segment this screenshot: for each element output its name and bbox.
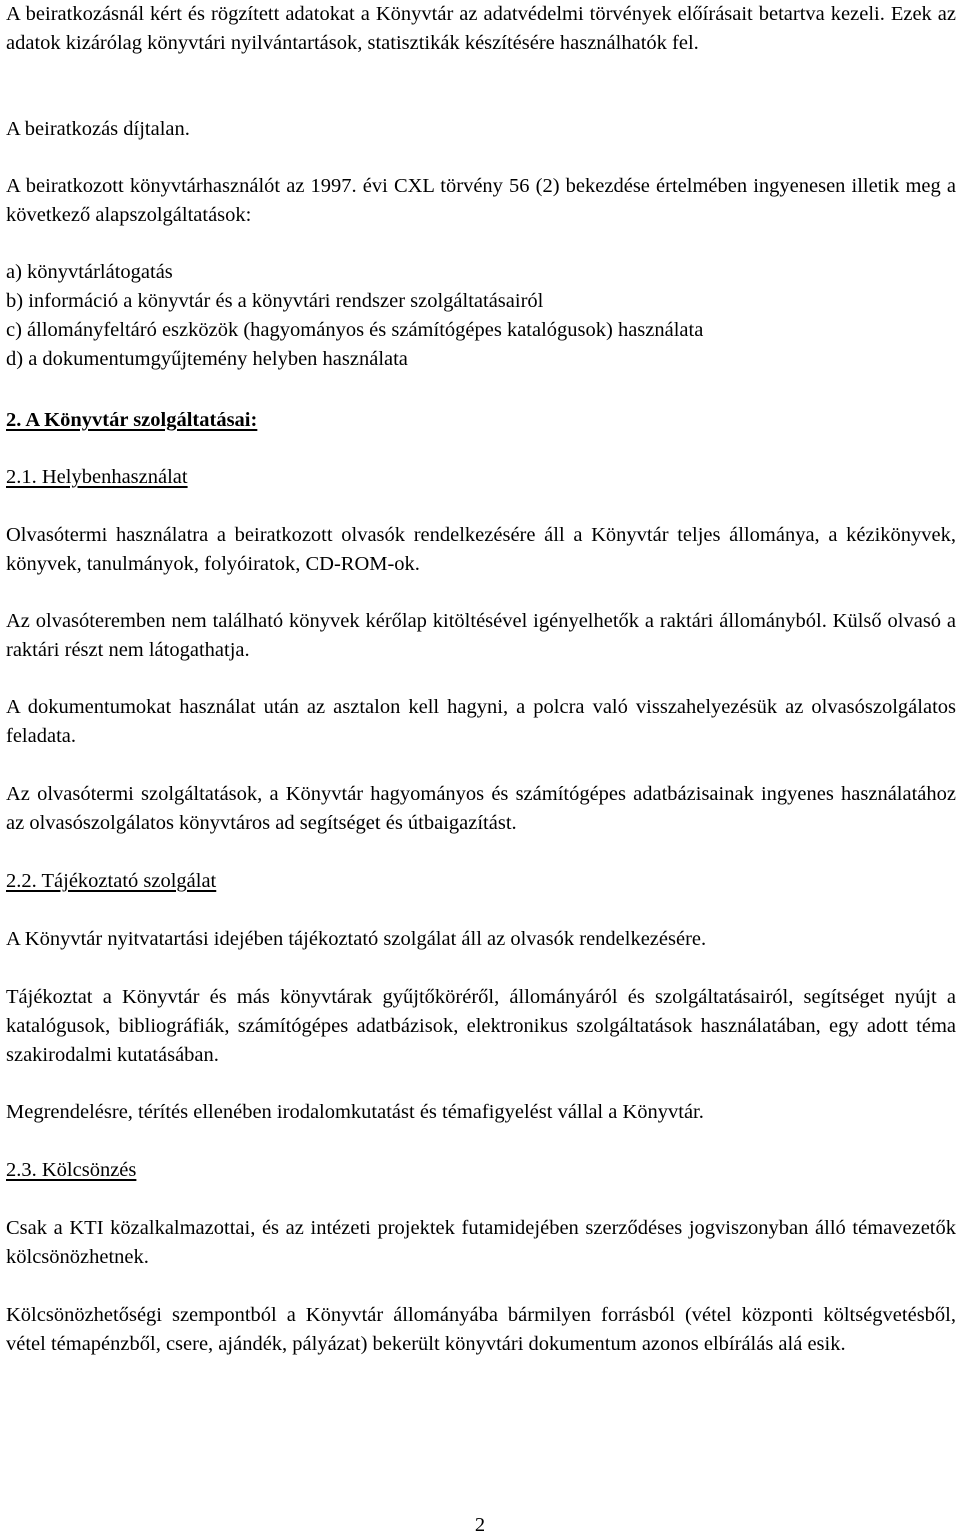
law-paragraph: A beiratkozott könyvtárhasználót az 1997. évi CXL törvény 56 (2) bekezdése értelmében ingyenesen illetik meg a következő alapszolgáltatások: bbox=[6, 175, 956, 226]
subsection-heading-2-3: 2.3. Kölcsönzés bbox=[6, 1159, 137, 1181]
paragraph-reading-room: Olvasótermi használatra a beiratkozott olvasók rendelkezésére áll a Könyvtár teljes állománya, a kézikönyvek, könyvek, tanulmányok, folyóiratok, CD-ROM-ok. bbox=[6, 524, 956, 575]
list-item: c) állományfeltáró eszközök (hagyományos és számítógépes katalógusok) használata bbox=[6, 319, 704, 341]
paragraph-information-details: Tájékoztat a Könyvtár és más könyvtárak gyűjtőköréről, állományáról és szolgáltatásairól, segítséget nyújt a katalógusok, bibliográfiák, számítógépes adatbázisok, elektronikus szolgáltatások használatában, egy adott téma szakirodalmi kutatásában. bbox=[6, 986, 956, 1066]
page-number: 2 bbox=[474, 1514, 486, 1536]
paragraph-literature-search: Megrendelésre, térítés ellenében irodalomkutatást és témafigyelést vállal a Könyvtár. bbox=[6, 1101, 704, 1123]
free-registration-text: A beiratkozás díjtalan. bbox=[6, 118, 190, 140]
paragraph-lending-eligibility: Csak a KTI közalkalmazottai, és az intézeti projektek futamidejében szerződéses jogviszonyban álló témavezetők kölcsönözhetnek. bbox=[6, 1217, 956, 1268]
paragraph-returning-documents: A dokumentumokat használat után az asztalon kell hagyni, a polcra való visszahelyezésük az olvasószolgálatos feladata. bbox=[6, 696, 956, 747]
list-item: d) a dokumentumgyűjtemény helyben használata bbox=[6, 348, 408, 370]
paragraph-stack-request: Az olvasóteremben nem található könyvek kérőlap kitöltésével igényelhetők a raktári állományból. Külső olvasó a raktári részt nem látogathatja. bbox=[6, 610, 956, 661]
list-item: a) könyvtárlátogatás bbox=[6, 261, 173, 283]
paragraph-reading-room-help: Az olvasótermi szolgáltatások, a Könyvtár hagyományos és számítógépes adatbázisainak ingyenes használatához az olvasószolgálatos könyvtáros ad segítséget és útbaigazítást. bbox=[6, 783, 956, 834]
section-heading-services: 2. A Könyvtár szolgáltatásai: bbox=[6, 409, 258, 431]
subsection-heading-2-2: 2.2. Tájékoztató szolgálat bbox=[6, 870, 217, 892]
basic-services-list bbox=[6, 258, 956, 374]
list-item: b) információ a könyvtár és a könyvtári rendszer szolgáltatásairól bbox=[6, 290, 544, 312]
privacy-paragraph: A beiratkozásnál kért és rögzített adatokat a Könyvtár az adatvédelmi törvények előírásait betartva kezeli. Ezek az adatok kizárólag könyvtári nyilvántartások, statisztikák készítésére használhatók fel. bbox=[6, 3, 956, 54]
paragraph-information-service: A Könyvtár nyitvatartási idejében tájékoztató szolgálat áll az olvasók rendelkezésére. bbox=[6, 928, 707, 950]
subsection-heading-2-1: 2.1. Helybenhasználat bbox=[6, 466, 188, 488]
paragraph-lending-rules: Kölcsönözhetőségi szempontból a Könyvtár állományába bármilyen forrásból (vétel központi költségvetésből, vétel témapénzből, csere, ajándék, pályázat) bekerült könyvtári dokumentum azonos elbírálás alá esik. bbox=[6, 1304, 956, 1355]
